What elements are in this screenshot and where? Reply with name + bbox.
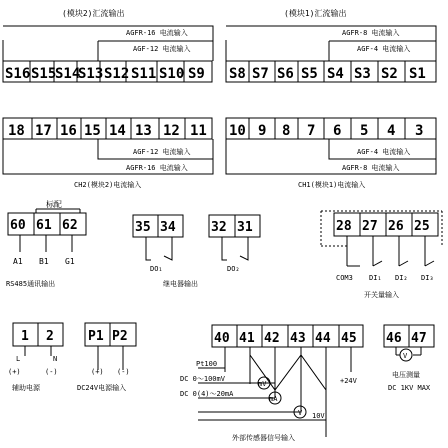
aux-minus: (-) <box>45 368 58 376</box>
terminal-p1: P1 <box>88 329 104 344</box>
m1-bottom-terminals <box>229 123 423 139</box>
terminal-6: 6 <box>333 123 342 139</box>
module2-title: (模块2)汇流输出 <box>62 9 125 18</box>
m2-agfr16-label: AGFR-16 电流输入 <box>126 29 188 37</box>
terminal-25: 25 <box>414 219 430 234</box>
switch-com3: COM3 <box>336 274 353 282</box>
terminal-13: 13 <box>135 123 152 139</box>
terminal-27: 27 <box>362 219 378 234</box>
terminal-42: 42 <box>264 331 280 346</box>
rs485-label-g1: G1 <box>65 257 75 266</box>
sensor-dc-mv: DC 0～100mV <box>180 375 225 383</box>
switch-di1: DI₁ <box>369 274 382 282</box>
terminal-43: 43 <box>290 331 306 346</box>
terminal-32: 32 <box>211 220 227 235</box>
terminal-S10: S10 <box>159 66 185 82</box>
module1-footer: CH1(模块1)电流输入 <box>298 181 366 189</box>
terminal-31: 31 <box>237 220 253 235</box>
terminal-S7: S7 <box>252 66 269 82</box>
terminal-10: 10 <box>229 123 246 139</box>
rs485-caption: RS485通讯输出 <box>6 280 56 288</box>
terminal-15: 15 <box>84 123 101 139</box>
rs485-label-a1: A1 <box>13 257 23 266</box>
terminal-S14: S14 <box>55 66 81 82</box>
module2-footer: CH2(模块2)电流输入 <box>74 181 142 189</box>
voltage-caption: 电压测量 <box>392 371 420 379</box>
terminal-11: 11 <box>190 123 207 139</box>
sensor-ma-meter: mA <box>269 395 278 403</box>
terminal-46: 46 <box>386 331 402 346</box>
aux-plus: (+) <box>8 368 21 376</box>
aux-caption: 辅助电源 <box>12 384 40 392</box>
terminal-14: 14 <box>109 123 126 139</box>
terminal-S16: S16 <box>5 66 31 82</box>
terminal-26: 26 <box>388 219 404 234</box>
sensor-pt100: Pt100 <box>196 360 218 368</box>
voltage-v-meter: V <box>403 352 408 360</box>
terminal-9: 9 <box>258 123 267 139</box>
terminal-4: 4 <box>387 123 396 139</box>
terminal-40: 40 <box>214 331 230 346</box>
terminal-S12: S12 <box>104 66 130 82</box>
terminal-S15: S15 <box>31 66 57 82</box>
module1-title: (模块1)汇流输出 <box>284 9 347 18</box>
terminal-12: 12 <box>163 123 180 139</box>
terminal-35: 35 <box>135 220 151 235</box>
terminal-34: 34 <box>160 220 176 235</box>
terminal-7: 7 <box>307 123 316 139</box>
m1-agfr8-label: AGFR-8 电流输入 <box>342 29 400 37</box>
rs485-label-b1: B1 <box>39 257 49 266</box>
terminal-60: 60 <box>10 218 26 233</box>
terminal-8: 8 <box>282 123 291 139</box>
sensor-24v: +24V <box>340 377 357 385</box>
sensor-v-meter: V <box>298 409 303 417</box>
dc24-caption: DC24V电源输入 <box>77 384 127 392</box>
relay-do1: DO₁ <box>150 265 163 273</box>
aux-n: N <box>53 355 58 363</box>
switch-caption: 开关量输入 <box>364 291 399 299</box>
terminal-62: 62 <box>62 218 78 233</box>
terminal-S3: S3 <box>354 66 371 82</box>
terminal-S5: S5 <box>301 66 318 82</box>
rs485-tag: 标配 <box>46 200 62 209</box>
terminal-S4: S4 <box>327 66 344 82</box>
m2-bottom-agf12: AGF-12 电流输入 <box>133 148 191 156</box>
switch-di2: DI₂ <box>395 274 408 282</box>
terminal-S1: S1 <box>409 66 426 82</box>
sensor-10v: 10V <box>312 412 325 420</box>
aux-l: L <box>16 355 21 363</box>
m1-agfr8-bracket <box>226 26 436 61</box>
terminal-44: 44 <box>315 331 331 346</box>
terminal-S11: S11 <box>131 66 157 82</box>
m1-top-terminals <box>229 66 426 82</box>
terminal-1: 1 <box>21 329 29 344</box>
terminal-18: 18 <box>8 123 25 139</box>
terminal-S6: S6 <box>277 66 294 82</box>
terminal-17: 17 <box>35 123 52 139</box>
m2-bottom-terminals <box>8 123 207 139</box>
m1-bottom-agfr8: AGFR-8 电流输入 <box>342 164 400 172</box>
terminal-47: 47 <box>411 331 427 346</box>
terminal-41: 41 <box>239 331 255 346</box>
terminal-16: 16 <box>60 123 77 139</box>
m1-bottom-agf4: AGF-4 电流输入 <box>357 148 411 156</box>
dc24-plus: (+) <box>91 368 104 376</box>
m2-bottom-agfr16: AGFR-16 电流输入 <box>126 164 188 172</box>
terminal-S9: S9 <box>188 66 205 82</box>
terminal-3: 3 <box>415 123 424 139</box>
terminal-2: 2 <box>46 329 54 344</box>
terminal-p2: P2 <box>112 329 128 344</box>
sensor-caption: 外部传感器信号输入 <box>232 434 295 442</box>
terminal-S8: S8 <box>229 66 246 82</box>
dc24-minus: (-) <box>117 368 130 376</box>
terminal-45: 45 <box>341 331 357 346</box>
terminal-5: 5 <box>360 123 369 139</box>
m1-agf4-label: AGF-4 电流输入 <box>357 45 411 53</box>
m2-agf12-label: AGF-12 电流输入 <box>133 45 191 53</box>
terminal-61: 61 <box>36 218 52 233</box>
relay-caption: 继电器输出 <box>163 280 198 288</box>
m2-top-terminals <box>5 66 205 82</box>
sensor-dc-ma: DC 0(4)～20mA <box>180 390 234 398</box>
terminal-S2: S2 <box>381 66 398 82</box>
voltage-spec: DC 1KV MAX <box>388 384 431 392</box>
terminal-S13: S13 <box>78 66 104 82</box>
sensor-mv-meter: mV <box>258 380 267 388</box>
relay-do2: DO₂ <box>227 265 240 273</box>
terminal-28: 28 <box>336 219 352 234</box>
switch-di3: DI₃ <box>421 274 434 282</box>
